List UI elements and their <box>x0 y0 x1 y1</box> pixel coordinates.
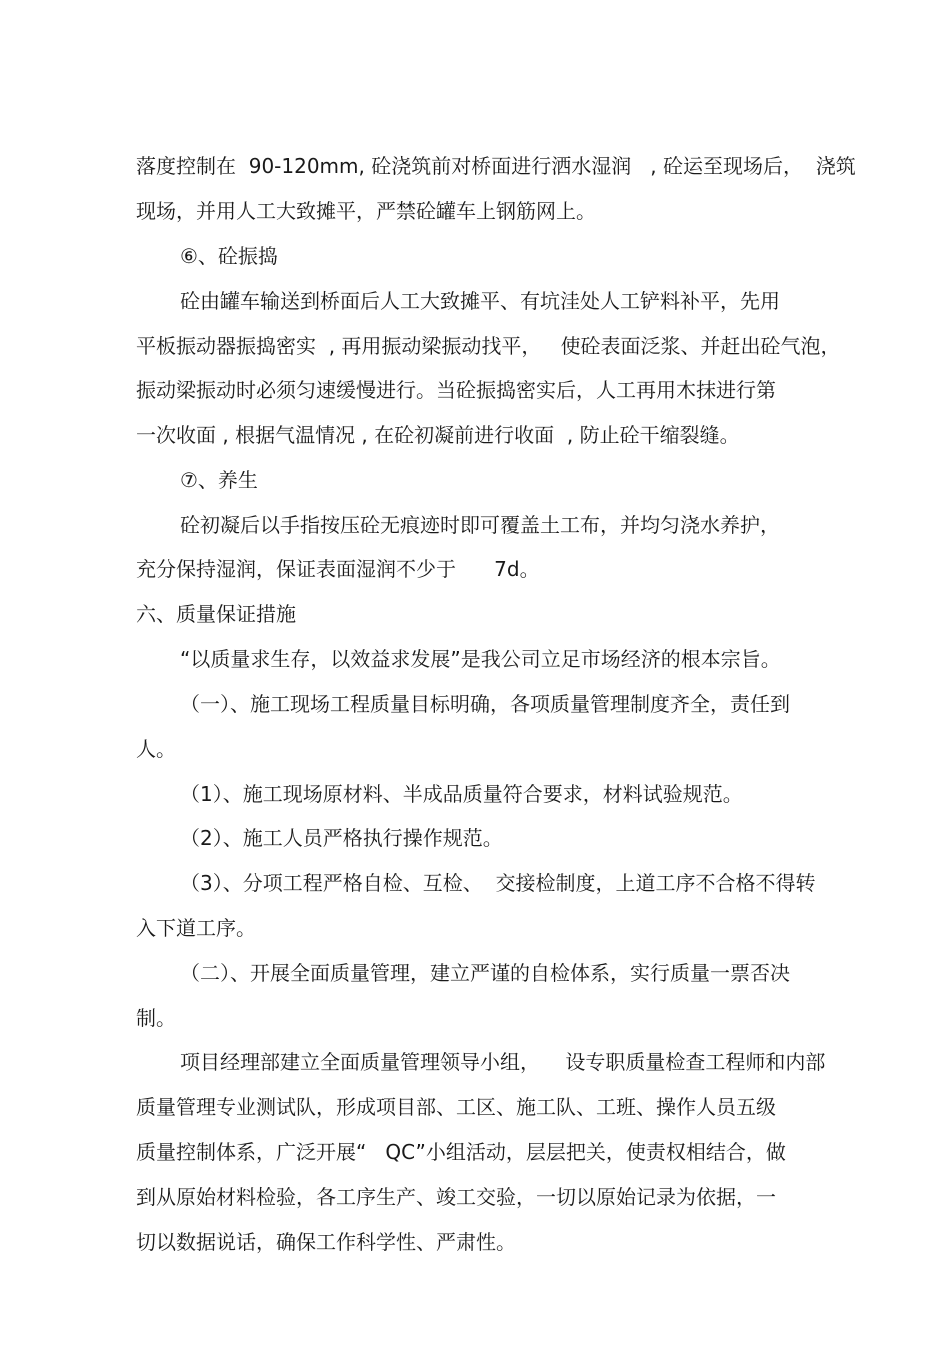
paragraph-line: （二）、开展全面质量管理，建立严谨的自检体系，实行质量一票否决 <box>180 961 790 985</box>
paragraph-line: 质量控制体系，广泛开展“ QC”小组活动，层层把关，使责权相结合，做 <box>136 1140 786 1164</box>
paragraph-line: 项目经理部建立全面质量管理领导小组， 设专职质量检查工程师和内部 <box>180 1050 826 1074</box>
paragraph-line: 一次收面 , 根据气温情况 , 在砼初凝前进行收面 , 防止砼干缩裂缝。 <box>136 423 740 447</box>
paragraph-line: 人。 <box>136 737 176 761</box>
list-item: （1）、施工现场原材料、半成品质量符合要求，材料试验规范。 <box>180 782 743 806</box>
paragraph-line: 质量管理专业测试队，形成项目部、工区、施工队、工班、操作人员五级 <box>136 1095 776 1119</box>
section-heading: ⑦、养生 <box>180 468 258 492</box>
paragraph-line: 充分保持湿润，保证表面湿润不少于 7d。 <box>136 557 540 581</box>
paragraph-line: 振动梁振动时必须匀速缓慢进行。当砼振捣密实后，人工再用木抹进行第 <box>136 378 776 402</box>
paragraph-line: “以质量求生存，以效益求发展”是我公司立足市场经济的根本宗旨。 <box>180 647 781 671</box>
paragraph-line: 砼初凝后以手指按压砼无痕迹时即可覆盖土工布，并均匀浇水养护， <box>180 513 780 537</box>
list-item: （2）、施工人员严格执行操作规范。 <box>180 826 503 850</box>
paragraph-line: 砼由罐车输送到桥面后人工大致摊平、有坑洼处人工铲料补平，先用 <box>180 289 780 313</box>
paragraph-line: 现场，并用人工大致摊平，严禁砼罐车上钢筋网上。 <box>136 199 596 223</box>
paragraph-line: 制。 <box>136 1006 176 1030</box>
section-heading: ⑥、砼振捣 <box>180 244 278 268</box>
list-item: （3）、分项工程严格自检、互检、 交接检制度，上道工序不合格不得转 <box>180 871 816 895</box>
paragraph-line: 入下道工序。 <box>136 916 256 940</box>
paragraph-line: （一）、施工现场工程质量目标明确，各项质量管理制度齐全，责任到 <box>180 692 790 716</box>
paragraph-line: 落度控制在 90-120mm, 砼浇筑前对桥面进行洒水湿润 , 砼运至现场后， 浇筑 <box>136 154 856 178</box>
section-heading: 六、质量保证措施 <box>136 602 296 626</box>
paragraph-line: 到从原始材料检验，各工序生产、竣工交验，一切以原始记录为依据，一 <box>136 1185 776 1209</box>
paragraph-line: 平板振动器振捣密实 , 再用振动梁振动找平， 使砼表面泛浆、并赶出砼气泡， <box>136 334 841 358</box>
paragraph-line: 切以数据说话，确保工作科学性、严肃性。 <box>136 1230 516 1254</box>
